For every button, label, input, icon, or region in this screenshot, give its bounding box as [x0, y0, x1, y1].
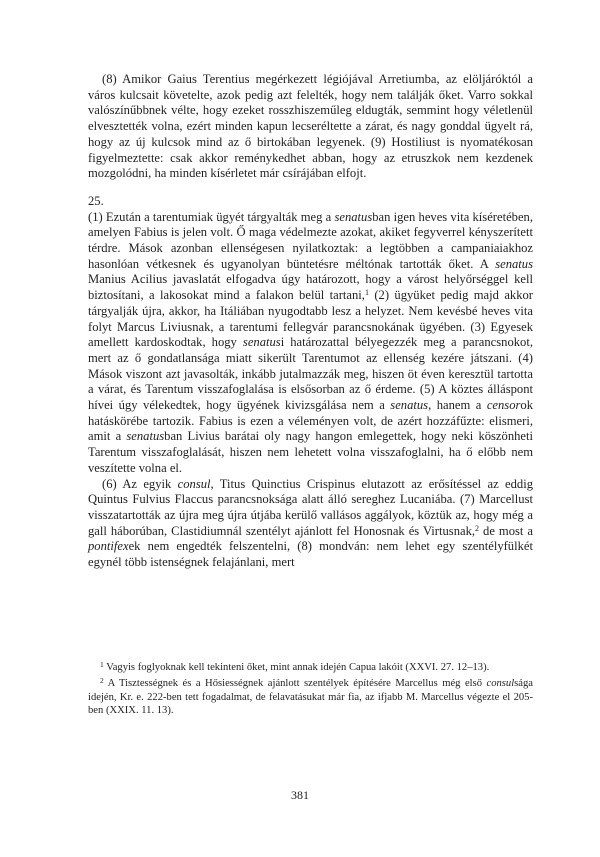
footnote-reference: 2 [475, 523, 480, 533]
text-run: ban igen heves vita kíséretében, amelyen Fabius is jelen volt. Ő maga védelmezte azokat, akiket fegyverrel kényszerített térdre. Mások azonban ellenségesen nyilatkoztak: a legtöbben a campaniaiakhoz hasonlóan vétkesnek és ugyanolyan büntetésre méltónak tartották őket. A [88, 209, 533, 271]
chapter-heading: 25. [88, 193, 104, 208]
text-run: ok hatáskörébe tartozik. Fabius is ezen a véleményen volt, de azért hozzáfűzte: elismeri, amit a [88, 398, 533, 444]
footnote-text: A Tisztességnek és a Hősiességnek ajánlott szentélyek építésére Marcellus még első [107, 678, 487, 690]
main-text [88, 72, 533, 571]
text-run: ban Livius barátai oly nagy hangon emlegettek, hogy neki köszönheti Tarentum visszafoglalását, hiszen nem lehetett volna visszafoglalni, ha ő előbb nem veszítette volna el. [88, 429, 534, 475]
page-number: 381 [291, 788, 309, 802]
paragraph-chapter-25-section-6 [88, 477, 533, 571]
text-run: de most a [479, 523, 533, 538]
paragraph-chapter-24-section-8 [88, 72, 533, 182]
italic-term: senatus [495, 256, 533, 271]
footnote-1 [88, 658, 533, 674]
section-gap [88, 182, 533, 194]
footnote-marker: 2 [100, 676, 104, 686]
text-run: , hanem a [428, 398, 487, 413]
text-run: , Titus Quinctius Crispinus elutazott az erősítéssel az eddig Quintus Fulvius Flaccus parancsnoksága alatt álló sereghez Lucaniába. (7) Marcellust visszatartották az újra meg újra útjába kerülő vallásos aggályok, köztük az, hogy még a gall háborúban, Clastidiumnál szentélyt ajánlott fel Honosnak és Virtusnak, [88, 476, 533, 538]
footnote-text: Vagyis foglyoknak kell tekinteni őket, mint annak idején Capua lakóit (XXVI. 27. 12–13). [106, 662, 490, 673]
text-run: (6) Az egyik [102, 476, 178, 491]
text-run: (2) ügyüket pedig majd akkor tárgyalják újra, akkor, ha Itáliában nyugodtabb lesz a helyzet. Nem kevésbé heves vita folyt Marcus Liviusnak, a tarentumi fellegvár parancsnokának ügyében. (3) Egyesek amellett kardoskodtak, hogy [88, 288, 533, 350]
paragraph-chapter-25-section-1 [88, 210, 533, 477]
footnote-2 [88, 674, 533, 717]
italic-term: senatus [334, 209, 373, 224]
italic-term: censor [486, 398, 521, 413]
footnote-reference: 1 [364, 288, 369, 298]
italic-term: pontifex [88, 539, 129, 554]
footnote-marker: 1 [100, 660, 104, 669]
italic-term: senatus [126, 429, 165, 444]
italic-term: senatus [242, 335, 281, 350]
text-run: ek nem engedték felszentelni, (8) mondván: nem lehet egy szentélyfülkét egynél több istenségnek felajánlani, mert [88, 539, 533, 570]
italic-term: consul [177, 476, 211, 491]
text-run: (8) Amikor Gaius Terentius megérkezett légiójával Arretiumba, az elöljáróktól a város kulcsait követelte, azok pedig azt felelték, hogy nem találják őket. Varro sokkal valószínűbbnek vélte, hogy ezeket rosszhiszeműleg eldugták, semmint hogy véletlenül elvesztették volna, ezért minden kapun lecseréltette a zárat, és nagy gonddal ügyelt rá, hogy az új kulcsok mind az ő birtokában legyenek. (9) Hostiliust is nyomatékosan figyelmeztette: csak akkor reménykedhet abban, hogy az etruszkok nem kezdenek mozgolódni, ha minden kísérletet már csírájában elfojt. [88, 72, 533, 181]
text-run: (1) Ezután a tarentumiak ügyét tárgyalták meg a [88, 209, 335, 224]
italic-term: consul [486, 678, 515, 690]
text-run: Manius Acilius javaslatát elfogadva úgy határozott, hogy a várost helyőrséggel kell biztosítani, a lakosokat mind a falakon belül tartani, [88, 272, 533, 303]
italic-term: senatus [390, 398, 429, 413]
footnote-text: sága idején, Kr. e. 222-ben tett fogadalmat, de felavatásukat már fia, az ifjabb M. Marcellus végezte el 205-ben (XXIX. 11. 13). [88, 678, 533, 716]
footnotes [88, 658, 533, 717]
text-run: i határozattal bélyegezzék meg a parancsnokot, mert az ő gondatlansága miatt sikerült Tarentumot az ellenség kezére játszani. (4) Mások viszont azt javasolták, inkább jutalmazzák meg, hiszen öt éven keresztül tartotta a várat, és Tarentum visszafoglalása is elsősorban az ő érdeme. (5) A köztes álláspont hívei úgy vélekedtek, hogy ügyének kivizsgálása nem a [88, 335, 533, 413]
